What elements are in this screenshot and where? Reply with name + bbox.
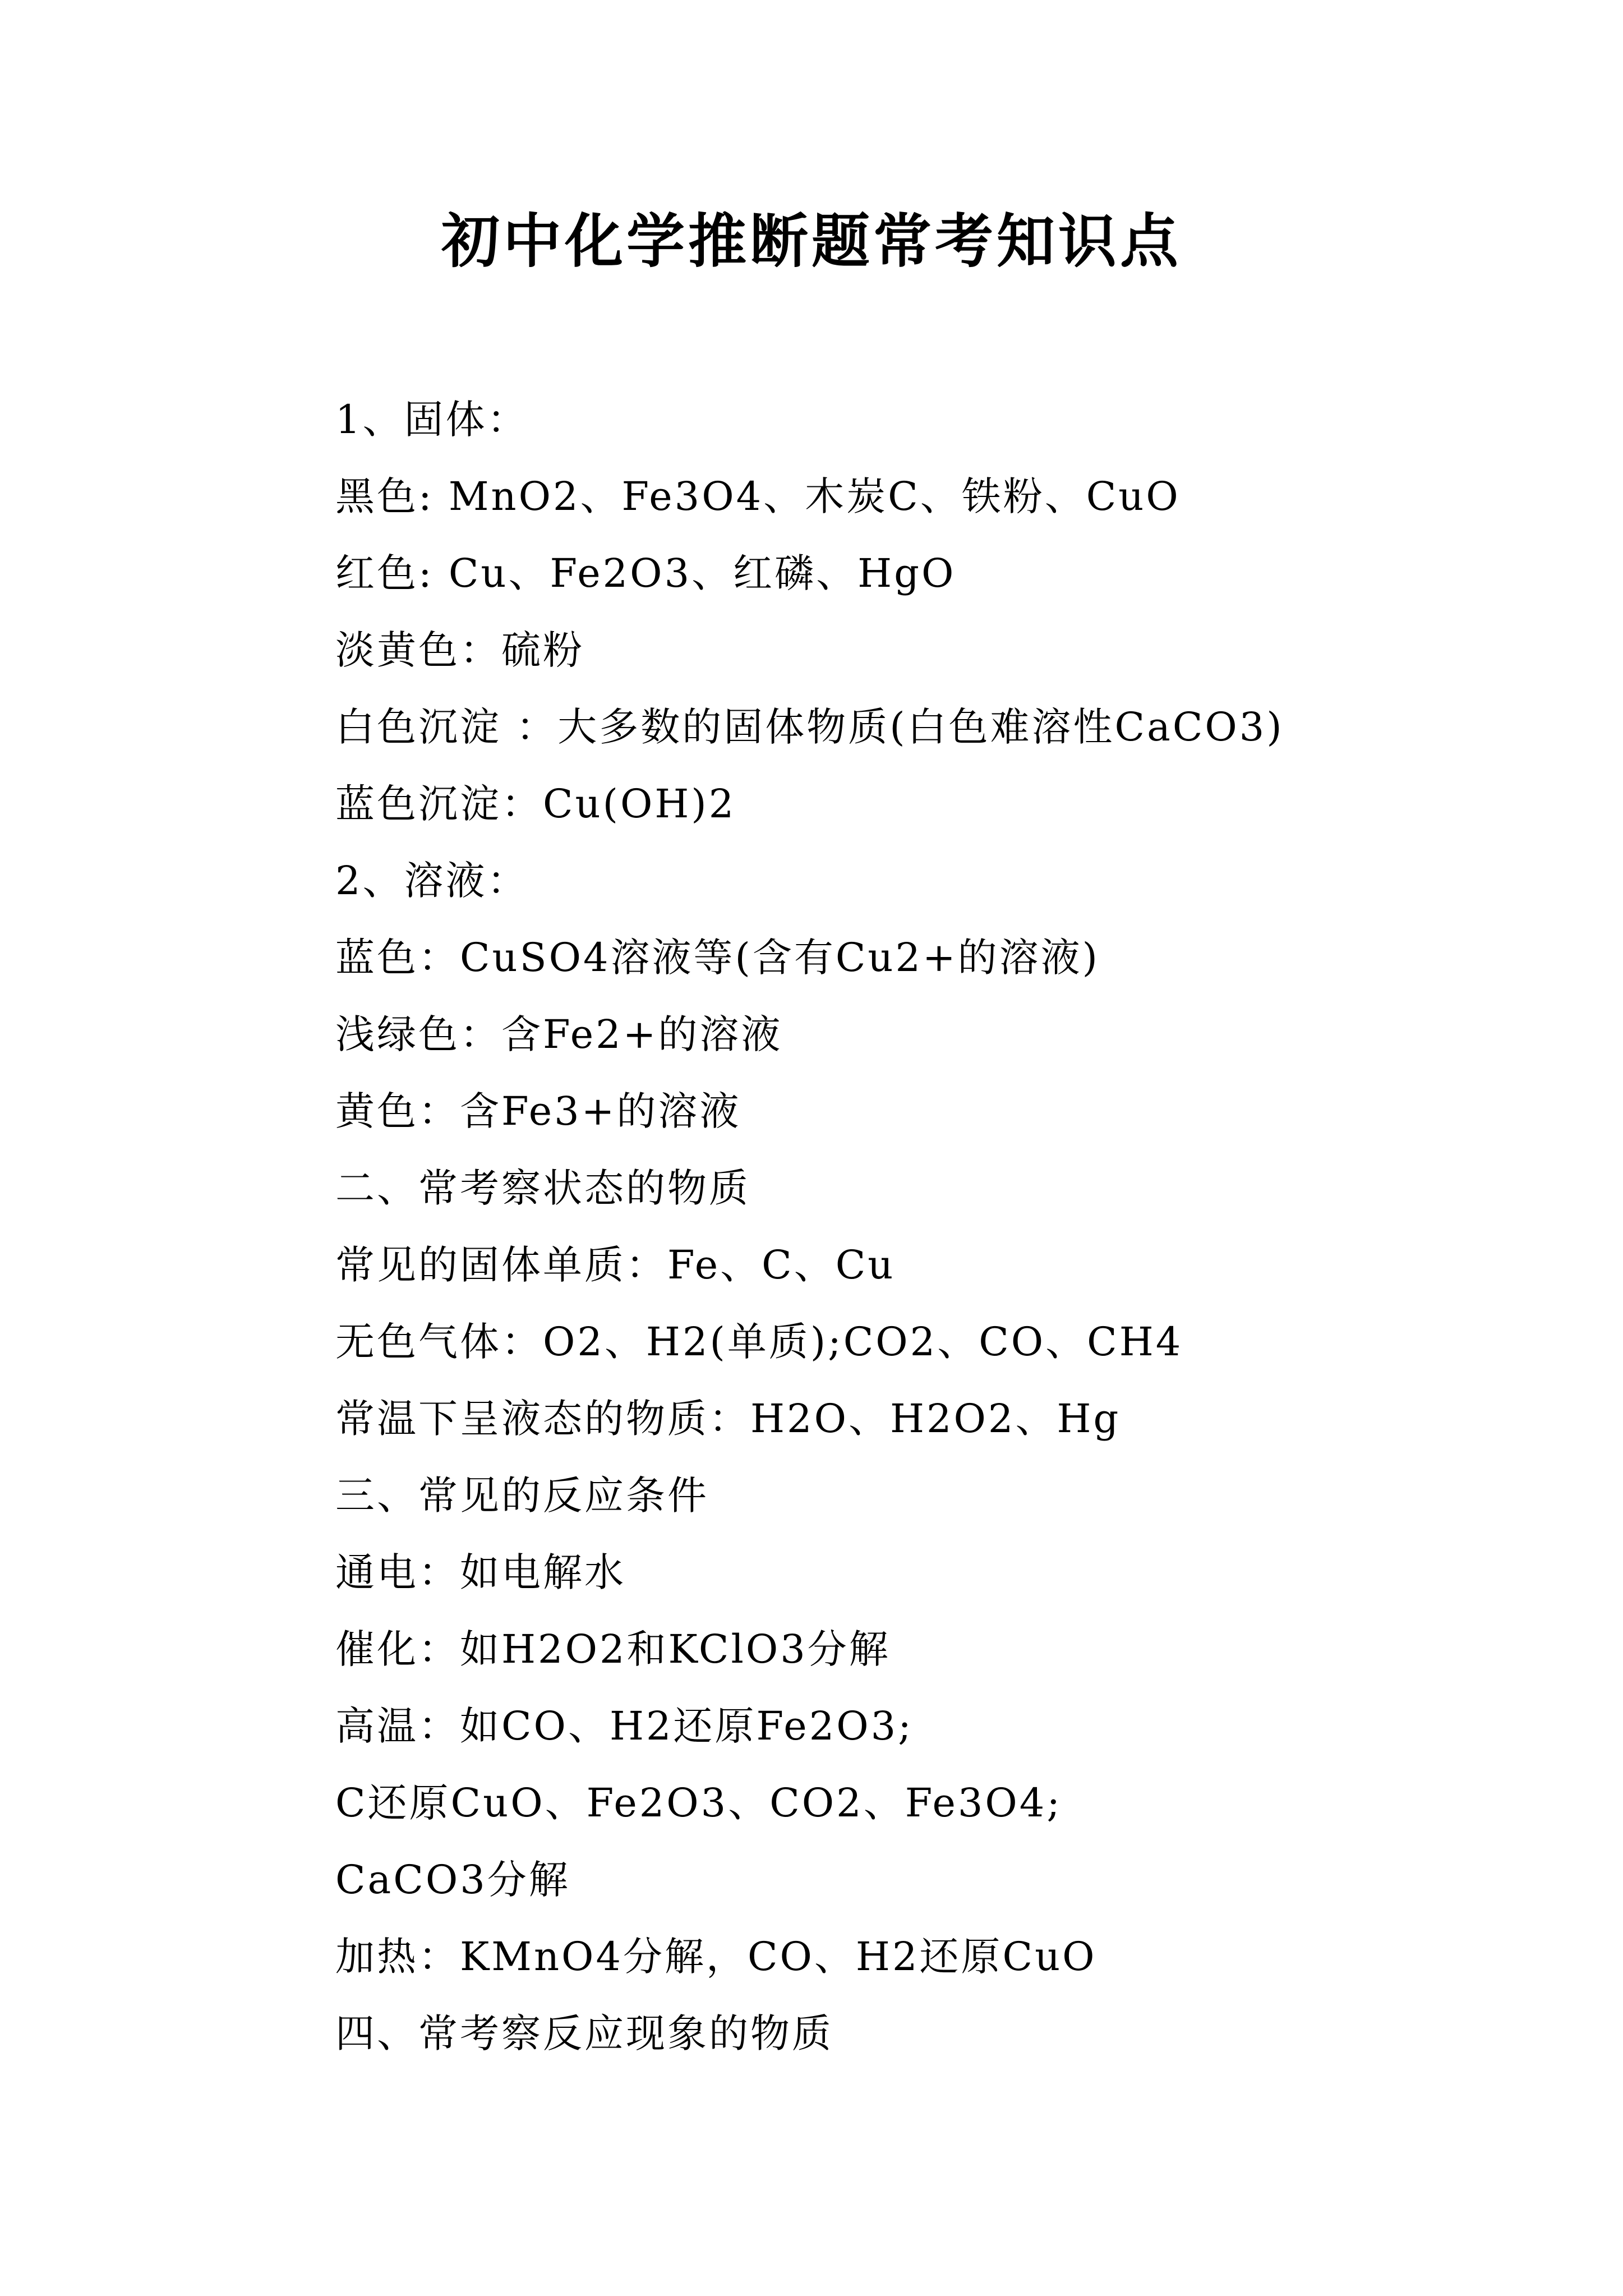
text-line: 常见的固体单质：Fe、C、Cu xyxy=(335,1242,896,1288)
text-line: 高温：如CO、H2还原Fe2O3; xyxy=(335,1703,914,1749)
text-line: 黑色: MnO2、Fe3O4、木炭C、铁粉、CuO xyxy=(335,473,1181,519)
section-heading-phenomena: 四、常考察反应现象的物质 xyxy=(335,2010,833,2056)
text-line: 常温下呈液态的物质：H2O、H2O2、Hg xyxy=(335,1396,1121,1442)
text-line: 红色: Cu、Fe2O3、红磷、HgO xyxy=(335,550,956,596)
text-line: 浅绿色：含Fe2+的溶液 xyxy=(335,1011,783,1057)
section-heading-states: 二、常考察状态的物质 xyxy=(335,1165,750,1211)
section-heading-solids: 1、固体： xyxy=(335,397,529,443)
text-line: C还原CuO、Fe2O3、CO2、Fe3O4; xyxy=(335,1780,1062,1826)
section-heading-solutions: 2、溶液： xyxy=(335,858,529,904)
text-line: 催化：如H2O2和KClO3分解 xyxy=(335,1626,891,1672)
text-line: CaCO3分解 xyxy=(335,1857,570,1903)
text-line: 蓝色沉淀：Cu(OH)2 xyxy=(335,781,736,827)
page-title: 初中化学推断题常考知识点 xyxy=(441,206,1182,275)
text-line: 无色气体：O2、H2(单质);CO2、CO、CH4 xyxy=(335,1319,1183,1365)
text-line: 蓝色：CuSO4溶液等(含有Cu2+的溶液) xyxy=(335,935,1100,981)
section-heading-conditions: 三、常见的反应条件 xyxy=(335,1473,709,1519)
text-line: 淡黄色：硫粉 xyxy=(335,627,584,673)
content-lines xyxy=(335,381,1513,2072)
text-line: 黄色：含Fe3+的溶液 xyxy=(335,1088,741,1134)
text-line: 通电：如电解水 xyxy=(335,1549,626,1595)
text-line: 白色沉淀 ：大多数的固体物质(白色难溶性CaCO3) xyxy=(335,704,1284,750)
text-line: 加热：KMnO4分解，CO、H2还原CuO xyxy=(335,1934,1097,1980)
